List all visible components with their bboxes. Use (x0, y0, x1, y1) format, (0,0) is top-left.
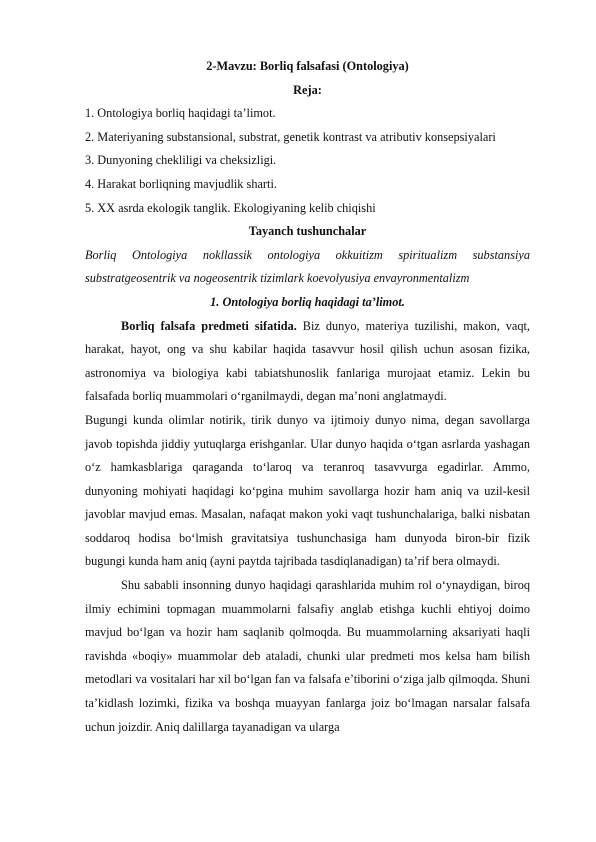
terms-heading: Tayanch tushunchalar (248, 224, 367, 239)
document-page (85, 55, 530, 739)
plan-item: 5. XX asrda ekologik tanglik. Ekologiyaning kelib chiqishi (85, 200, 376, 215)
plan-item: 2. Materiyaning substansional, substrat, genetik kontrast va atributiv konsepsiyalari (85, 129, 496, 144)
plan-item: 4. Harakat borliqning mavjudlik sharti. (85, 176, 277, 191)
paragraph-2: Bugungi kunda olimlar notirik, tirik dunyo va ijtimoiy dunyo nima, degan savollarga javob topishda jiddiy yutuqlarga erishganlar. Ular dunyo haqida o‘tgan asrlarda yashagan o‘z hamkasblariga qaraganda to‘laroq va teranroq tasavvurga egadirlar. Ammo, dunyoning mohiyati haqidagi ko‘pgina muhim savollarga hozir ham aniq va uzil-kesil javoblar mavjud emas. Masalan, nafaqat makon yoki vaqt tushunchalariga, balki nisbatan soddaroq hodisa bo‘lmish gravitatsiya tushunchasiga ham dunyoda biron-bir fizik bugungi kunda ham aniq (ayni paytda tajribada tasdiqlanadigan) ta’rif bera olmaydi. (85, 412, 530, 569)
paragraph-1-text: Biz dunyo, materiya tuzilishi, makon, vaqt, harakat, hayot, ong va shu kabilar haqida tasavvur hosil qilish uchun asosan fizika, astronomiya va biologiya kabi tabiatshunoslik fanlariga murojaat etamiz. Lekin bu falsafada borliq muammolari o‘rganilmaydi, degan ma’noni anglatmaydi. (85, 318, 530, 404)
paragraph-1-lead: Borliq falsafa predmeti sifatida. (121, 318, 297, 333)
section-heading: 1. Ontologiya borliq haqidagi ta’limot. (210, 294, 405, 309)
plan-item: 3. Dunyoning chekliligi va cheksizligi. (85, 153, 277, 168)
terms-text: Borliq Ontologiya nokllassik ontologiya okkuitizm spiritualizm substansiya substratgeosentrik va nogeosentrik tizimlark koevolyusiya envayronmentalizm (85, 247, 530, 286)
plan-list (85, 102, 530, 220)
plan-item: 1. Ontologiya borliq haqidagi ta’limot. (85, 106, 276, 121)
paragraph-3: Shu sababli insonning dunyo haqidagi qarashlarida muhim rol o‘ynaydigan, biroq ilmiy echimini topmagan muammolarni falsafiy anglab etishga kuchli ehtiyoj doimo mavjud bo‘lgan va hozir ham saqlanib qolmoqda. Bu muammolarning aksariyati haqli ravishda «boqiy» muammolar deb ataladi, chunki ular predmeti mos kelsa ham bilish metodlari va vositalari har xil bo‘lgan fan va falsafa e’tiborini o‘ziga jalb qilmoqda. Shuni ta’kidlash lozimki, fizika va boshqa muayyan fanlarga joiz bo‘lmagan narsalar falsafa uchun joizdir. Aniq dalillarga tayanadigan va ularga (85, 578, 530, 734)
document-title: 2-Mavzu: Borliq falsafasi (Ontologiya) (206, 59, 409, 73)
plan-heading: Reja: (293, 82, 322, 97)
paragraph-1 (85, 315, 530, 409)
